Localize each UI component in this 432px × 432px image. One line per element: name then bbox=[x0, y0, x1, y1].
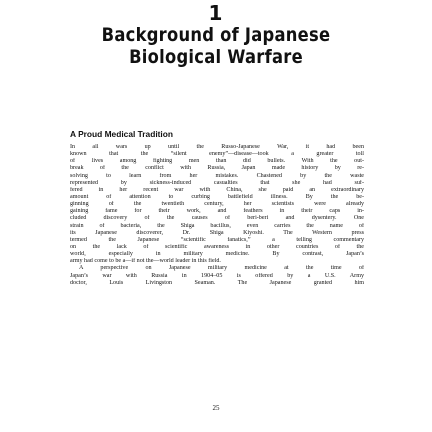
text-line: its Japanese discoverer, Dr. Shiga Kiyoshi. The Western press bbox=[70, 229, 364, 236]
text-line: gaining fame for their work, and feathers in their caps in- bbox=[70, 208, 364, 215]
text-line: Japan’s war with Russia in 1904–05 is offered by a U.S. Army bbox=[70, 272, 364, 279]
text-line: amount of attention to curbing battlefield illness. By the be- bbox=[70, 193, 364, 200]
chapter-title bbox=[82, 24, 350, 68]
text-line: break of the conflict with Russia, Japan made history by re- bbox=[70, 165, 364, 172]
page-number: 25 bbox=[212, 404, 220, 412]
text-line: represented by sickness-induced casualties that she had suf- bbox=[70, 179, 364, 186]
text-line: strain of bacteria, the Shiga bacillus, even carries the name of bbox=[70, 222, 364, 229]
text-line: cluded discovery of the causes of beri-beri and dysentery. One bbox=[70, 215, 364, 222]
text-line: termed the Japanese “scientific fanatics,” a telling commentary bbox=[70, 236, 364, 243]
chapter-number: 1 bbox=[208, 1, 224, 25]
body-text bbox=[70, 144, 364, 287]
chapter-title-line: Biological Warfare bbox=[129, 46, 303, 68]
text-line: A perspective on Japanese military medicine at the time of bbox=[79, 265, 364, 272]
text-line: world, especially in military medicine. By contrast, Japan’s bbox=[70, 251, 364, 258]
text-line: army had come to be a—if not the—world leader in this field. bbox=[70, 258, 221, 265]
text-line: on the lack of scientific awareness in other countries of the bbox=[70, 243, 364, 250]
text-line: ginning of the twentieth century, her scientists were already bbox=[70, 201, 364, 208]
text-line: fered in her recent war with China, she paid an extraordinary bbox=[70, 186, 364, 193]
text-line: known that the “silent enemy”—disease—took a greater toll bbox=[70, 151, 364, 158]
text-line: In all wars up until the Russo-Japanese War, it had been bbox=[70, 144, 364, 150]
text-line: doctor, Louis Livingston Seaman. The Japanese granted him bbox=[70, 279, 364, 286]
text-line: of lives among fighting men than did bullets. With the out- bbox=[70, 158, 364, 165]
text-line: solving to learn from her mistakes. Chastened by the waste bbox=[70, 172, 364, 179]
section-heading: A Proud Medical Tradition bbox=[70, 129, 173, 139]
chapter-title-line: Background of Japanese bbox=[101, 24, 331, 46]
